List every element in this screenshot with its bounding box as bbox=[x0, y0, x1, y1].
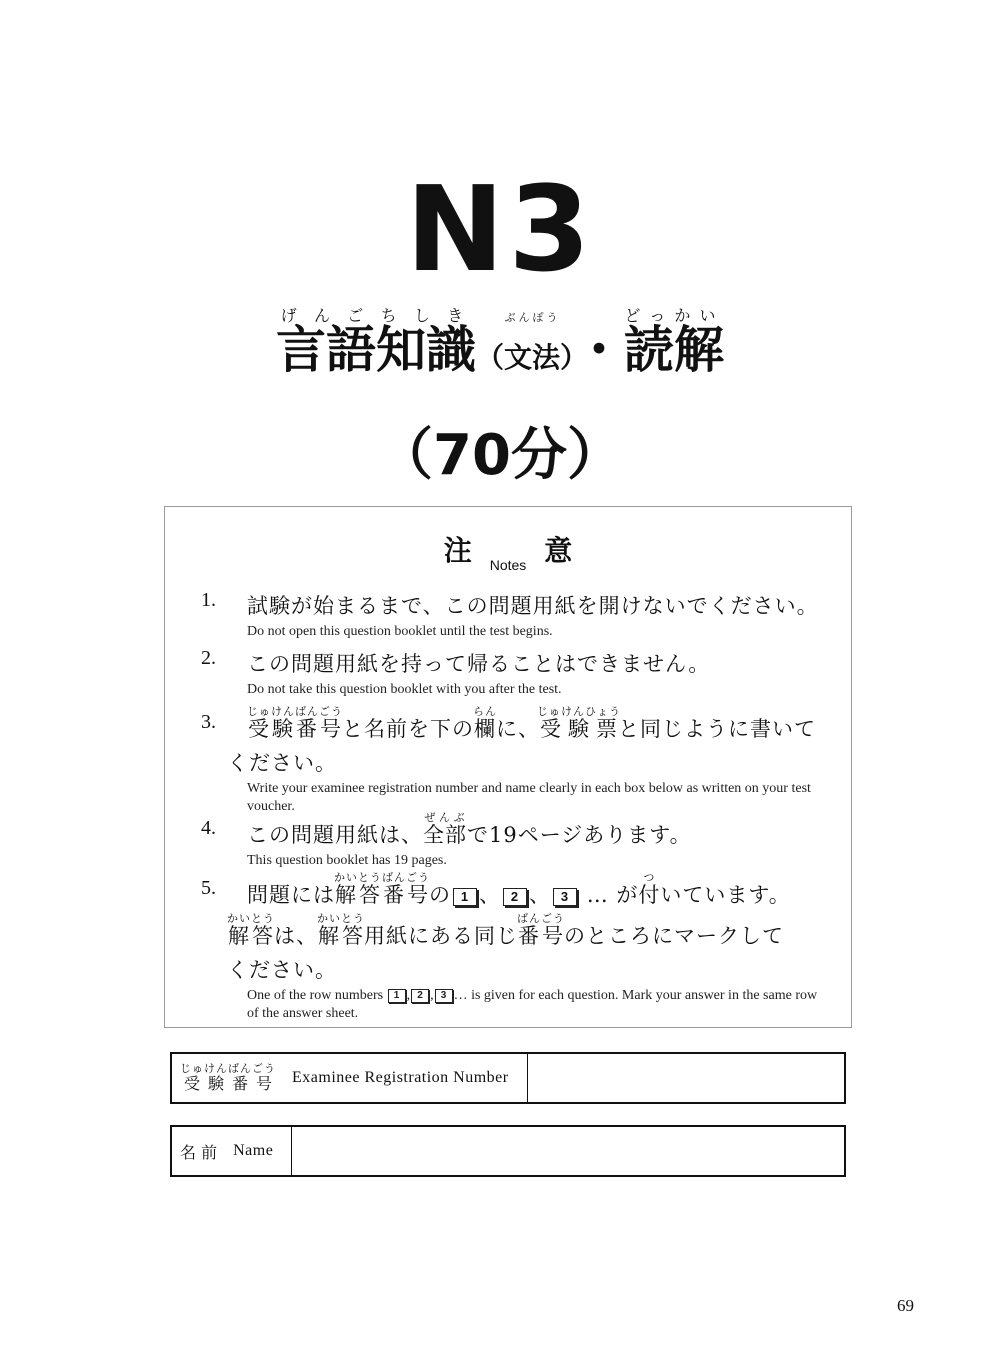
section-title: 言語知識げんごちしき（文法ぶんぽう）・読解どっかい bbox=[275, 306, 725, 379]
notes-heading: 注 Notes 意 bbox=[443, 534, 573, 573]
title-kanji-grammar: 文法ぶんぽう bbox=[503, 311, 560, 374]
note-item: 2. この問題用紙を持って帰ることはできません。 Do not take this question booklet with you after the test. bbox=[201, 647, 711, 697]
title-kanji-main: 言語知識げんごちしき bbox=[275, 306, 476, 379]
row-number-box: 3 bbox=[553, 888, 577, 906]
note-item: 1. 試験が始まるまで、この問題用紙を開けないでください。 Do not open this question booklet until the test begins. bbox=[201, 589, 819, 639]
duration: （70分） bbox=[377, 423, 623, 488]
registration-number-field bbox=[170, 1052, 846, 1104]
note-item: 3. 受験番号じゅけんばんごうと名前を下の欄らんに、受験票じゅけんひょうと同じように書いて ください。 Write your examinee registration number and name clearly in each box below as written on your test voucher. bbox=[201, 705, 816, 814]
row-number-box: 2 bbox=[411, 989, 429, 1003]
row-number-box: 1 bbox=[453, 888, 477, 906]
registration-label: 受験番号じゅけんばんごう Examinee Registration Number bbox=[172, 1054, 528, 1102]
name-box[interactable] bbox=[292, 1127, 844, 1175]
registration-number-box[interactable] bbox=[528, 1054, 844, 1102]
name-field bbox=[170, 1125, 846, 1177]
note-item: 4. この問題用紙は、全部ぜんぶで19ページあります。 This question booklet has 19 pages. bbox=[201, 811, 692, 868]
page-number: 69 bbox=[897, 1296, 914, 1315]
row-number-box: 2 bbox=[503, 888, 527, 906]
row-number-box: 3 bbox=[435, 989, 453, 1003]
level-title: N3 bbox=[405, 160, 595, 298]
name-label: 名 前 Name bbox=[172, 1127, 292, 1175]
title-kanji-reading: 読解どっかい bbox=[624, 306, 725, 379]
notes-box bbox=[164, 506, 852, 1028]
row-number-box: 1 bbox=[388, 989, 406, 1003]
note-item: 5. 問題には解答番号かいとうばんごうの 1 、 2 、 3 … が付ついています。 解答かいとうは、解答かいとう用紙にある同じ番号ばんごうのところにマークして ください。 One of the row numbers 1 , 2 , 3 … is given for each question. Mark your answer in the same row of the answer sheet. bbox=[201, 871, 818, 1021]
